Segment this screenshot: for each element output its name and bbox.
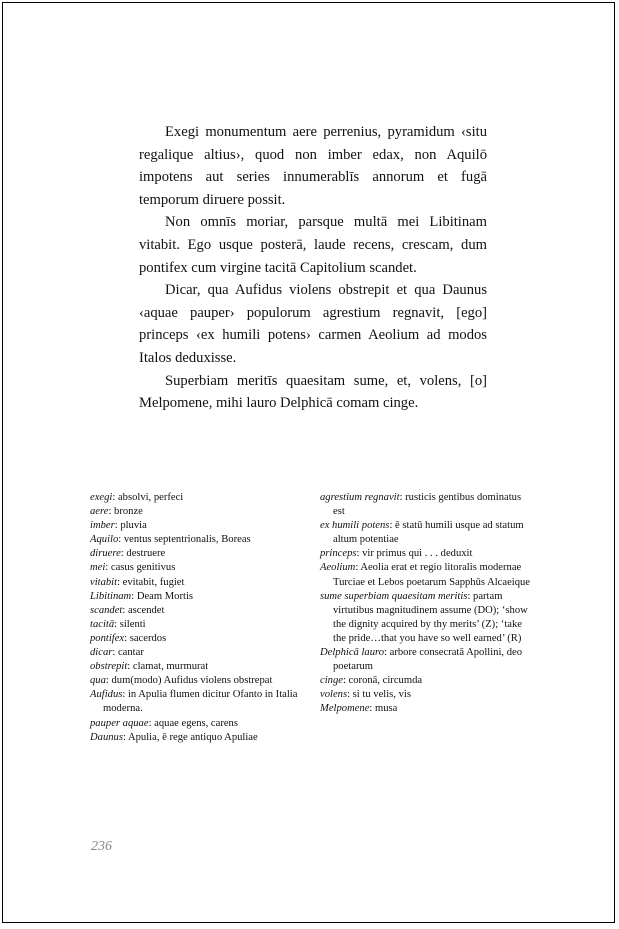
note-entry: imber: pluvia <box>90 520 147 532</box>
note-entry: princeps: vir primus qui . . . deduxit <box>320 548 473 560</box>
note-term: ex humili potens <box>320 520 390 532</box>
note-gloss: cantar <box>117 647 144 659</box>
note-gloss: pluvia <box>120 520 147 532</box>
note-term: vitabit <box>90 576 118 588</box>
note-gloss: casus genitivus <box>110 562 176 574</box>
note-gloss: Aeolia erat et regio litoralis modernae Turciae et Lebos poetarum Sapphūs Alcaeique <box>333 562 531 588</box>
note-term: Melpomene <box>320 703 370 715</box>
note-gloss: aquae egens, carens <box>154 717 238 729</box>
note-term: agrestium regnavit <box>320 492 400 503</box>
note-entry: Libitinam: Deam Mortis <box>90 590 194 602</box>
note-term: Delphicā lauro <box>320 647 385 659</box>
note-gloss: si tu velis, vis <box>352 689 411 701</box>
note-gloss: clamat, murmurat <box>132 661 209 673</box>
note-gloss: coronā, circumda <box>348 675 423 687</box>
note-gloss: ventus septentrionalis, Boreas <box>123 534 251 546</box>
note-entry: cinge: coronā, circumda <box>320 675 423 687</box>
note-gloss: dum(modo) Aufidus violens obstrepat <box>111 675 273 687</box>
note-gloss: partam virtutibus magnitudinem assume (DO); ‘show the dignity acquired by thy merits’ (Z); ‘take the pride…that you have so well earned’ (R) <box>333 590 528 644</box>
note-entry: Delphicā lauro: arbore consecratā Apollini, deo poetarum <box>320 647 523 673</box>
book-page <box>2 2 615 923</box>
note-term: pontifex <box>90 632 125 644</box>
note-term: pauper aquae <box>90 717 149 729</box>
note-entry: qua: dum(modo) Aufidus violens obstrepat <box>90 675 273 687</box>
note-entry: Melpomene: musa <box>320 703 398 715</box>
note-entry: exegi: absolvi, perfeci <box>90 492 184 503</box>
note-term: aere <box>90 506 109 518</box>
poem-stanza: Non omnīs moriar, parsque multā mei Libitinam vitabit. Ego usque posterā, laude recens, crescam, dum pontifex cum virgine tacitā Capitolium scandet. <box>139 214 487 276</box>
note-entry: obstrepit: clamat, murmurat <box>90 661 209 673</box>
notes-left-column <box>90 491 308 745</box>
note-gloss: Deam Mortis <box>136 590 194 602</box>
note-entry: tacitā: silenti <box>90 618 146 630</box>
note-term: cinge <box>320 675 343 687</box>
note-entry: diruere: destruere <box>90 548 166 560</box>
note-term: diruere <box>90 548 121 560</box>
note-entry: dicar: cantar <box>90 647 144 659</box>
note-gloss: silenti <box>119 618 146 630</box>
note-term: volens <box>320 689 348 701</box>
note-term: scandet <box>90 604 123 616</box>
poem-text <box>139 121 487 415</box>
note-gloss: evitabit, fugiet <box>122 576 185 588</box>
note-gloss: arbore consecratā Apollini, deo poetarum <box>333 647 523 673</box>
note-gloss: sacerdos <box>129 632 167 644</box>
note-term: Aquilo <box>90 534 119 546</box>
note-entry: scandet: ascendet <box>90 604 165 616</box>
note-entry: pauper aquae: aquae egens, carens <box>90 717 238 729</box>
note-term: Libitinam <box>90 590 132 602</box>
note-entry: sume superbiam quaesitam meritis: partam virtutibus magnitudinem assume (DO); ‘show the dignity acquired by thy merits’ (Z); ‘take the pride…that you have so well earned’ (R) <box>320 590 528 644</box>
note-gloss: rusticis gentibus dominatus est <box>333 492 522 518</box>
note-entry: volens: si tu velis, vis <box>320 689 411 701</box>
note-gloss: bronze <box>114 506 143 518</box>
note-gloss: ē statū humili usque ad statum altum potentiae <box>333 520 524 546</box>
page-number: 236 <box>91 839 112 854</box>
note-term: tacitā <box>90 618 115 630</box>
note-entry: ex humili potens: ē statū humili usque ad statum altum potentiae <box>320 520 524 546</box>
note-gloss: vir primus qui . . . deduxit <box>362 548 473 560</box>
note-entry: vitabit: evitabit, fugiet <box>90 576 185 588</box>
note-term: Aufidus <box>90 689 123 701</box>
note-gloss: ascendet <box>127 604 165 616</box>
notes-right-column <box>320 491 534 717</box>
note-entry: Aquilo: ventus septentrionalis, Boreas <box>90 534 251 546</box>
note-term: obstrepit <box>90 661 128 673</box>
note-entry: aere: bronze <box>90 506 143 518</box>
note-term: imber <box>90 520 115 532</box>
note-gloss: musa <box>375 703 398 715</box>
note-entry: agrestium regnavit: rusticis gentibus dominatus est <box>320 492 522 518</box>
note-gloss: absolvi, perfeci <box>117 492 184 503</box>
note-entry: Aufidus: in Apulia flumen dicitur Ofanto in Italia moderna. <box>90 689 298 715</box>
poem-stanza: Dicar, qua Aufidus violens obstrepit et qua Daunus ‹aquae pauper› populorum agrestium regnavit, [ego] princeps ‹ex humili potens› carmen Aeolium ad modos Italos deduxisse. <box>139 282 487 366</box>
note-gloss: Apulia, ē rege antiquo Apuliae <box>127 731 258 743</box>
note-entry: Daunus: Apulia, ē rege antiquo Apuliae <box>90 731 258 743</box>
note-term: sume superbiam quaesitam meritis <box>320 590 468 602</box>
note-gloss: in Apulia flumen dicitur Ofanto in Italia moderna. <box>103 689 298 715</box>
note-term: princeps <box>320 548 357 560</box>
note-entry: Aeolium: Aeolia erat et regio litoralis modernae Turciae et Lebos poetarum Sapphūs Alcaeique <box>320 562 531 588</box>
note-term: Aeolium <box>320 562 356 574</box>
note-entry: pontifex: sacerdos <box>90 632 167 644</box>
note-entry: mei: casus genitivus <box>90 562 176 574</box>
poem-stanza: Exegi monumentum aere perrenius, pyramidum ‹situ regalique altius›, quod non imber edax, non Aquilō impotens aut series innumerablīs annorum et fugā temporum diruere possit. <box>139 124 487 208</box>
note-term: Daunus <box>90 731 123 743</box>
note-term: dicar <box>90 647 113 659</box>
note-gloss: destruere <box>126 548 166 560</box>
note-term: qua <box>90 675 106 687</box>
poem-stanza: Superbiam meritīs quaesitam sume, et, volens, [o] Melpomene, mihi lauro Delphicā comam cinge. <box>139 372 487 412</box>
note-term: exegi <box>90 492 113 503</box>
note-term: mei <box>90 562 106 574</box>
